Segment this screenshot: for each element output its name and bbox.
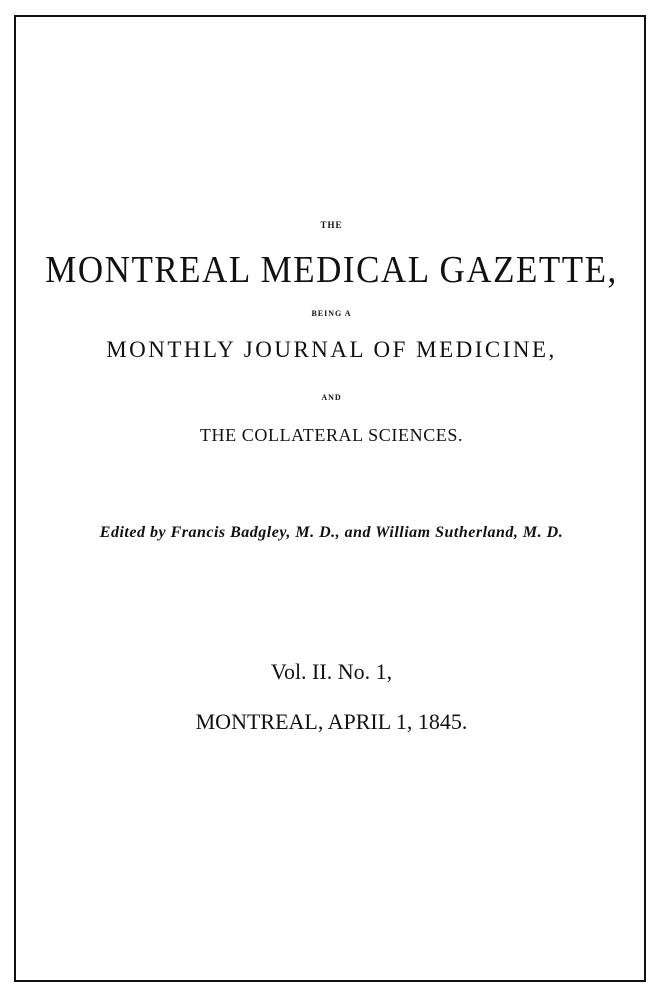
editors-line: Edited by Francis Badgley, M. D., and William Sutherland, M. D. [99, 524, 564, 541]
journal-title: MONTREAL MEDICAL GAZETTE, [45, 248, 618, 291]
and-text: AND [321, 393, 342, 402]
page-border [14, 15, 646, 982]
journal-subtitle: MONTHLY JOURNAL OF MEDICINE, [106, 337, 557, 362]
volume-number: Vol. II. No. 1, [270, 659, 393, 684]
publication-dateline: MONTREAL, APRIL 1, 1845. [195, 709, 468, 734]
the-heading: THE [320, 220, 343, 230]
collateral-sciences-text: THE COLLATERAL SCIENCES. [199, 425, 464, 445]
being-a-text: BEING A [311, 309, 352, 318]
